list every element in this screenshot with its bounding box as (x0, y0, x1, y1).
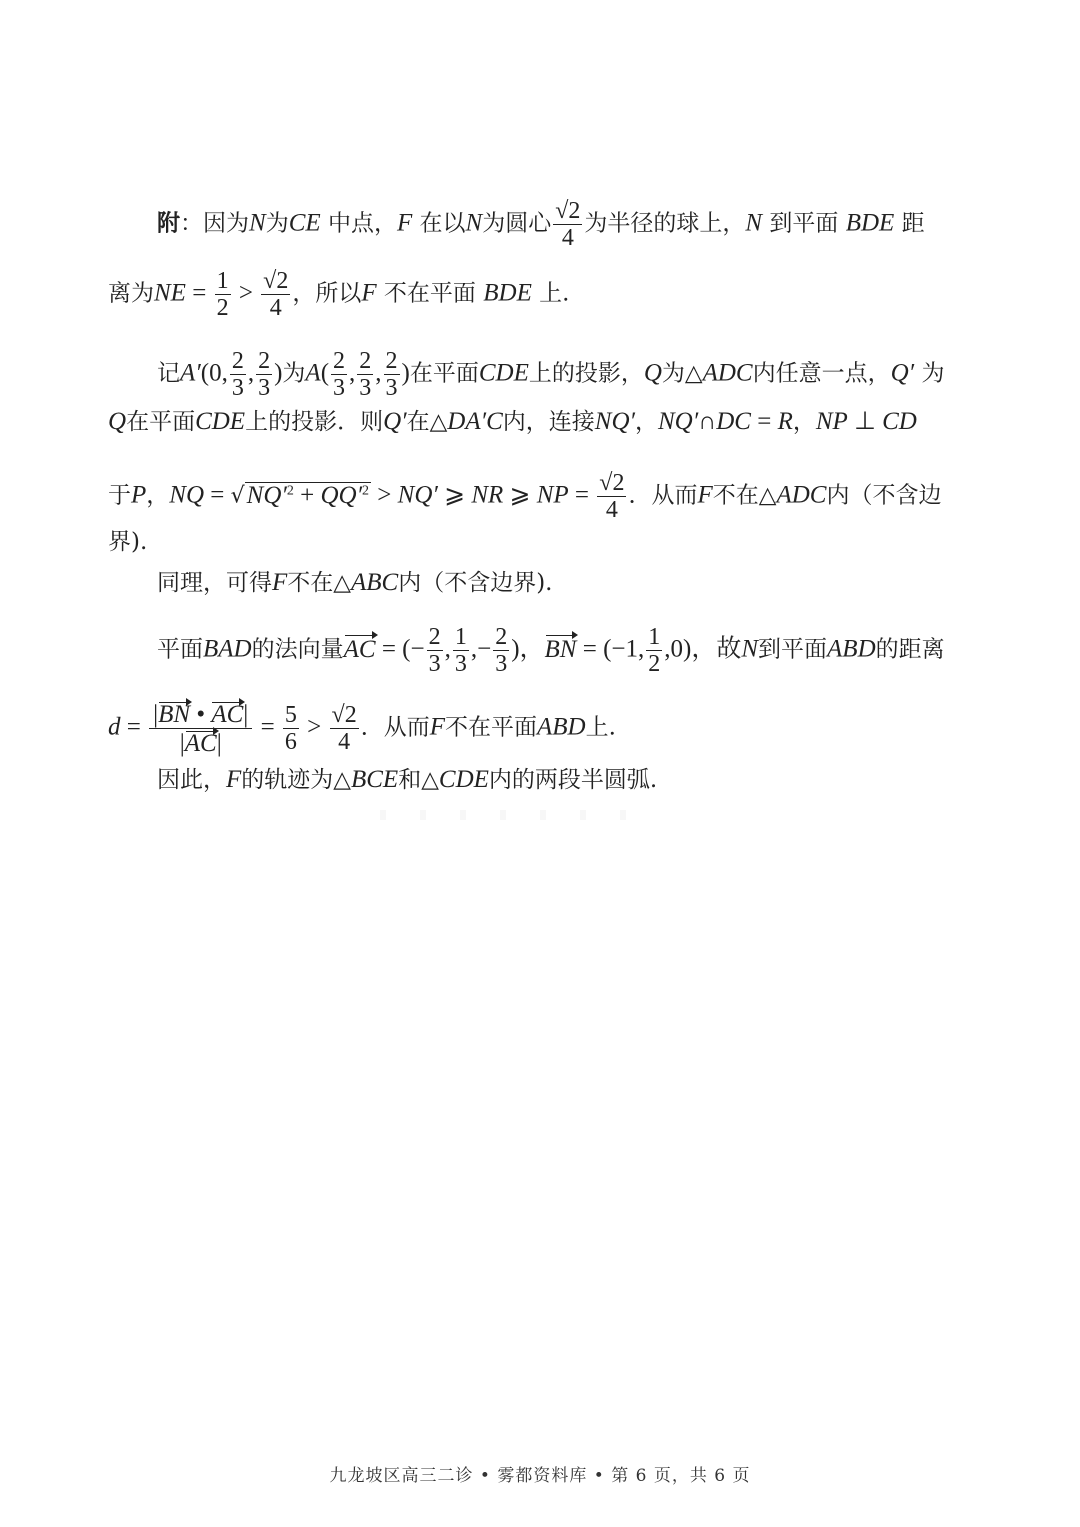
math: | (243, 701, 249, 728)
math-var: CD (882, 408, 917, 435)
math-op: = (254, 713, 281, 741)
denominator: 3 (231, 375, 244, 401)
math-var: F (396, 209, 413, 237)
text: 在平面 (409, 360, 479, 387)
text: 为 (265, 210, 289, 237)
appendix-label: 附 (157, 209, 180, 237)
math-var: F (272, 569, 288, 596)
denominator: 3 (258, 375, 271, 401)
math-var: NR (471, 481, 504, 509)
math-op: + (293, 481, 321, 509)
denominator (149, 729, 252, 757)
math-op: = (204, 481, 231, 509)
text: 离为 (108, 280, 154, 307)
numerator: √2 (599, 470, 625, 496)
math-var: NQ′ (657, 408, 699, 435)
math-op: = (185, 279, 213, 307)
text: 距 (894, 210, 925, 237)
paragraph-similarly (157, 568, 553, 598)
text: 同理，可得 (157, 570, 272, 596)
math-var: DC (716, 408, 751, 435)
paragraph-distance (108, 700, 616, 757)
math: )， (511, 635, 545, 663)
math-var: NQ (169, 481, 205, 509)
math-var: Q (643, 359, 662, 387)
numerator: 2 (495, 624, 508, 650)
math-var: CDE (478, 359, 529, 387)
text: 上. (531, 280, 570, 307)
math-var: F (226, 766, 242, 793)
text: ：因为 (180, 210, 249, 237)
math-op: > (371, 481, 398, 509)
fraction (357, 348, 373, 401)
text: 的距离 (875, 636, 945, 663)
numerator: 1 (648, 624, 661, 650)
numerator (149, 700, 252, 729)
math-op: • (190, 701, 212, 728)
math-var: N (249, 209, 266, 237)
text: 为 (914, 360, 945, 387)
fraction (215, 268, 231, 321)
math-op: ⩾ (437, 481, 472, 509)
text: 到平面 (758, 636, 828, 663)
vector: AC (344, 633, 376, 665)
text: 不在平面 (376, 280, 484, 307)
text: 不在△ (712, 482, 777, 509)
math-var: CDE (438, 766, 489, 793)
text: 中点， (320, 210, 397, 237)
fraction (331, 348, 347, 401)
text: 内（不含边 (826, 482, 942, 509)
square-root (231, 476, 371, 512)
numerator: √2 (555, 198, 581, 224)
exponent: 2 (362, 482, 370, 498)
numerator: 2 (258, 348, 271, 374)
fraction (427, 624, 443, 677)
numerator: 2 (333, 348, 346, 374)
paragraph-normal-vector (157, 624, 945, 677)
math-var: Q′ (383, 408, 407, 435)
fraction (493, 624, 509, 677)
math-var: P (131, 481, 147, 509)
math: , (349, 359, 356, 387)
text: 内（不含边界). (398, 570, 553, 596)
math-var: N (745, 209, 763, 237)
text: 不在平面 (444, 714, 537, 741)
numerator: 1 (216, 268, 229, 294)
numerator: √2 (331, 702, 357, 728)
math: , (444, 635, 451, 663)
text: 不在△ (287, 570, 351, 596)
numerator: 2 (385, 348, 398, 374)
text: 在△ (406, 409, 448, 435)
math-var: ABD (827, 635, 876, 663)
math: | (216, 730, 222, 757)
denominator: 3 (385, 375, 398, 401)
fraction (261, 268, 290, 321)
numerator: 2 (428, 624, 441, 650)
paragraph-appendix-line-2 (108, 268, 569, 321)
math-op: > (232, 279, 260, 307)
numerator: 2 (359, 348, 372, 374)
math-var: Q′ (890, 359, 915, 387)
math-var: A′ (180, 359, 201, 387)
vector: AC (184, 730, 217, 757)
math-var: Q (108, 408, 127, 435)
math-var: CDE (195, 408, 246, 435)
paragraph-appendix-line-1 (157, 198, 925, 251)
denominator: 6 (284, 729, 297, 755)
text: 内，连接 (502, 409, 595, 435)
text: 为△ (661, 360, 703, 387)
math-var: ABC (350, 569, 399, 596)
fraction (283, 702, 299, 755)
math-var: N (465, 209, 483, 237)
numerator: √2 (263, 268, 289, 294)
math-op: = (568, 481, 596, 509)
text: ．从而 (628, 482, 698, 509)
page-footer: 九龙坡区高三二诊 • 雾都资料库 • 第 6 页，共 6 页 (329, 1466, 751, 1486)
text: 因此， (157, 767, 226, 793)
numerator: 1 (454, 624, 467, 650)
fraction (553, 198, 582, 251)
radicand (245, 482, 371, 509)
math: ,0)，故 (664, 635, 742, 663)
math-var: CE (288, 209, 321, 237)
paragraph-projection-line-4 (108, 527, 147, 557)
math: ,− (470, 635, 492, 663)
paragraph-projection-line-2 (108, 407, 917, 437)
denominator: 4 (338, 729, 351, 755)
math-var: BAD (203, 635, 252, 663)
math-op: ⩾ (503, 481, 537, 509)
text: ，所以 (292, 280, 362, 307)
denominator: 4 (561, 225, 574, 251)
math-var: A (305, 359, 321, 387)
text: 内的两段半圆弧. (488, 767, 658, 793)
math-op: ∩ (698, 408, 717, 435)
fraction (646, 624, 662, 677)
math: (0, (200, 359, 228, 387)
math-var: BDE (845, 209, 895, 237)
denominator: 3 (359, 375, 372, 401)
text: 上的投影， (528, 360, 644, 387)
math-var: ABD (536, 713, 586, 741)
math-op: = (120, 713, 148, 741)
math-var: NQ′ (397, 481, 438, 509)
text: 上的投影．则 (245, 409, 384, 435)
text: 和△ (398, 767, 439, 793)
fraction (256, 348, 272, 401)
math-var: N (741, 635, 759, 663)
text: ， (634, 409, 658, 435)
text: ．从而 (360, 714, 430, 741)
numerator: 5 (284, 702, 297, 728)
math-var: F (429, 713, 445, 741)
text: 到平面 (762, 210, 846, 237)
math-var: NP (815, 408, 848, 435)
fraction (597, 470, 626, 523)
math-var: F (697, 481, 713, 509)
text: ， (146, 482, 170, 509)
math-var: QQ′ (320, 481, 363, 509)
math-var: NQ′ (594, 408, 635, 435)
fraction (330, 702, 359, 755)
paragraph-projection-line-3 (108, 470, 941, 523)
text: ， (792, 409, 816, 435)
math-var: F (361, 279, 377, 307)
text: 界). (108, 529, 148, 555)
math: | (179, 730, 185, 757)
math-var: NP (536, 481, 569, 509)
math: = (−1, (576, 635, 645, 663)
text: 为 (282, 360, 306, 387)
fraction (149, 700, 252, 757)
text: 记 (157, 360, 180, 387)
fraction (384, 348, 400, 401)
text: 内任意一点， (752, 360, 891, 387)
paragraph-conclusion (157, 765, 657, 795)
denominator: 4 (605, 497, 618, 523)
text: 的法向量 (251, 636, 344, 663)
math-var: NE (154, 279, 186, 307)
math-var: R (777, 408, 793, 435)
denominator: 3 (428, 651, 441, 677)
math-var: DA′C (447, 408, 503, 435)
math-var: ADC (702, 359, 753, 387)
math: , (375, 359, 382, 387)
text: 于 (108, 482, 131, 509)
denominator: 2 (216, 295, 229, 321)
math-op: > (300, 713, 328, 741)
numerator: 2 (231, 348, 244, 374)
math-var: d (108, 713, 121, 741)
denominator: 2 (648, 651, 661, 677)
vector: BN (158, 701, 191, 728)
fraction (230, 348, 246, 401)
exponent: 2 (286, 482, 294, 498)
denominator: 3 (495, 651, 508, 677)
text: 上. (585, 714, 616, 741)
math-op: ⊥ (847, 408, 883, 435)
math: ) (274, 359, 283, 387)
text: 为半径的球上， (584, 210, 746, 237)
denominator: 3 (454, 651, 467, 677)
text: 平面 (157, 636, 203, 663)
math-var: BCE (350, 766, 399, 793)
text: 的轨迹为△ (241, 767, 351, 793)
text: 为圆心 (482, 210, 552, 237)
vector: BN (545, 633, 577, 665)
math-var: ADC (776, 481, 827, 509)
math: | (153, 701, 159, 728)
math: , (247, 359, 255, 387)
fraction (453, 624, 469, 677)
denominator: 4 (269, 295, 282, 321)
text: 在以 (412, 210, 466, 237)
math: ) (401, 359, 410, 387)
math: = (− (375, 635, 425, 663)
scan-artifact (380, 810, 640, 820)
radical-sign: √ (230, 483, 245, 509)
text: 在平面 (126, 409, 196, 435)
denominator: 3 (333, 375, 346, 401)
paragraph-projection-line-1 (157, 348, 944, 401)
math-var: NQ′ (246, 481, 287, 509)
math-op: = (750, 408, 778, 435)
vector: AC (211, 701, 244, 728)
math: ( (320, 359, 330, 387)
math-var: BDE (483, 279, 532, 307)
